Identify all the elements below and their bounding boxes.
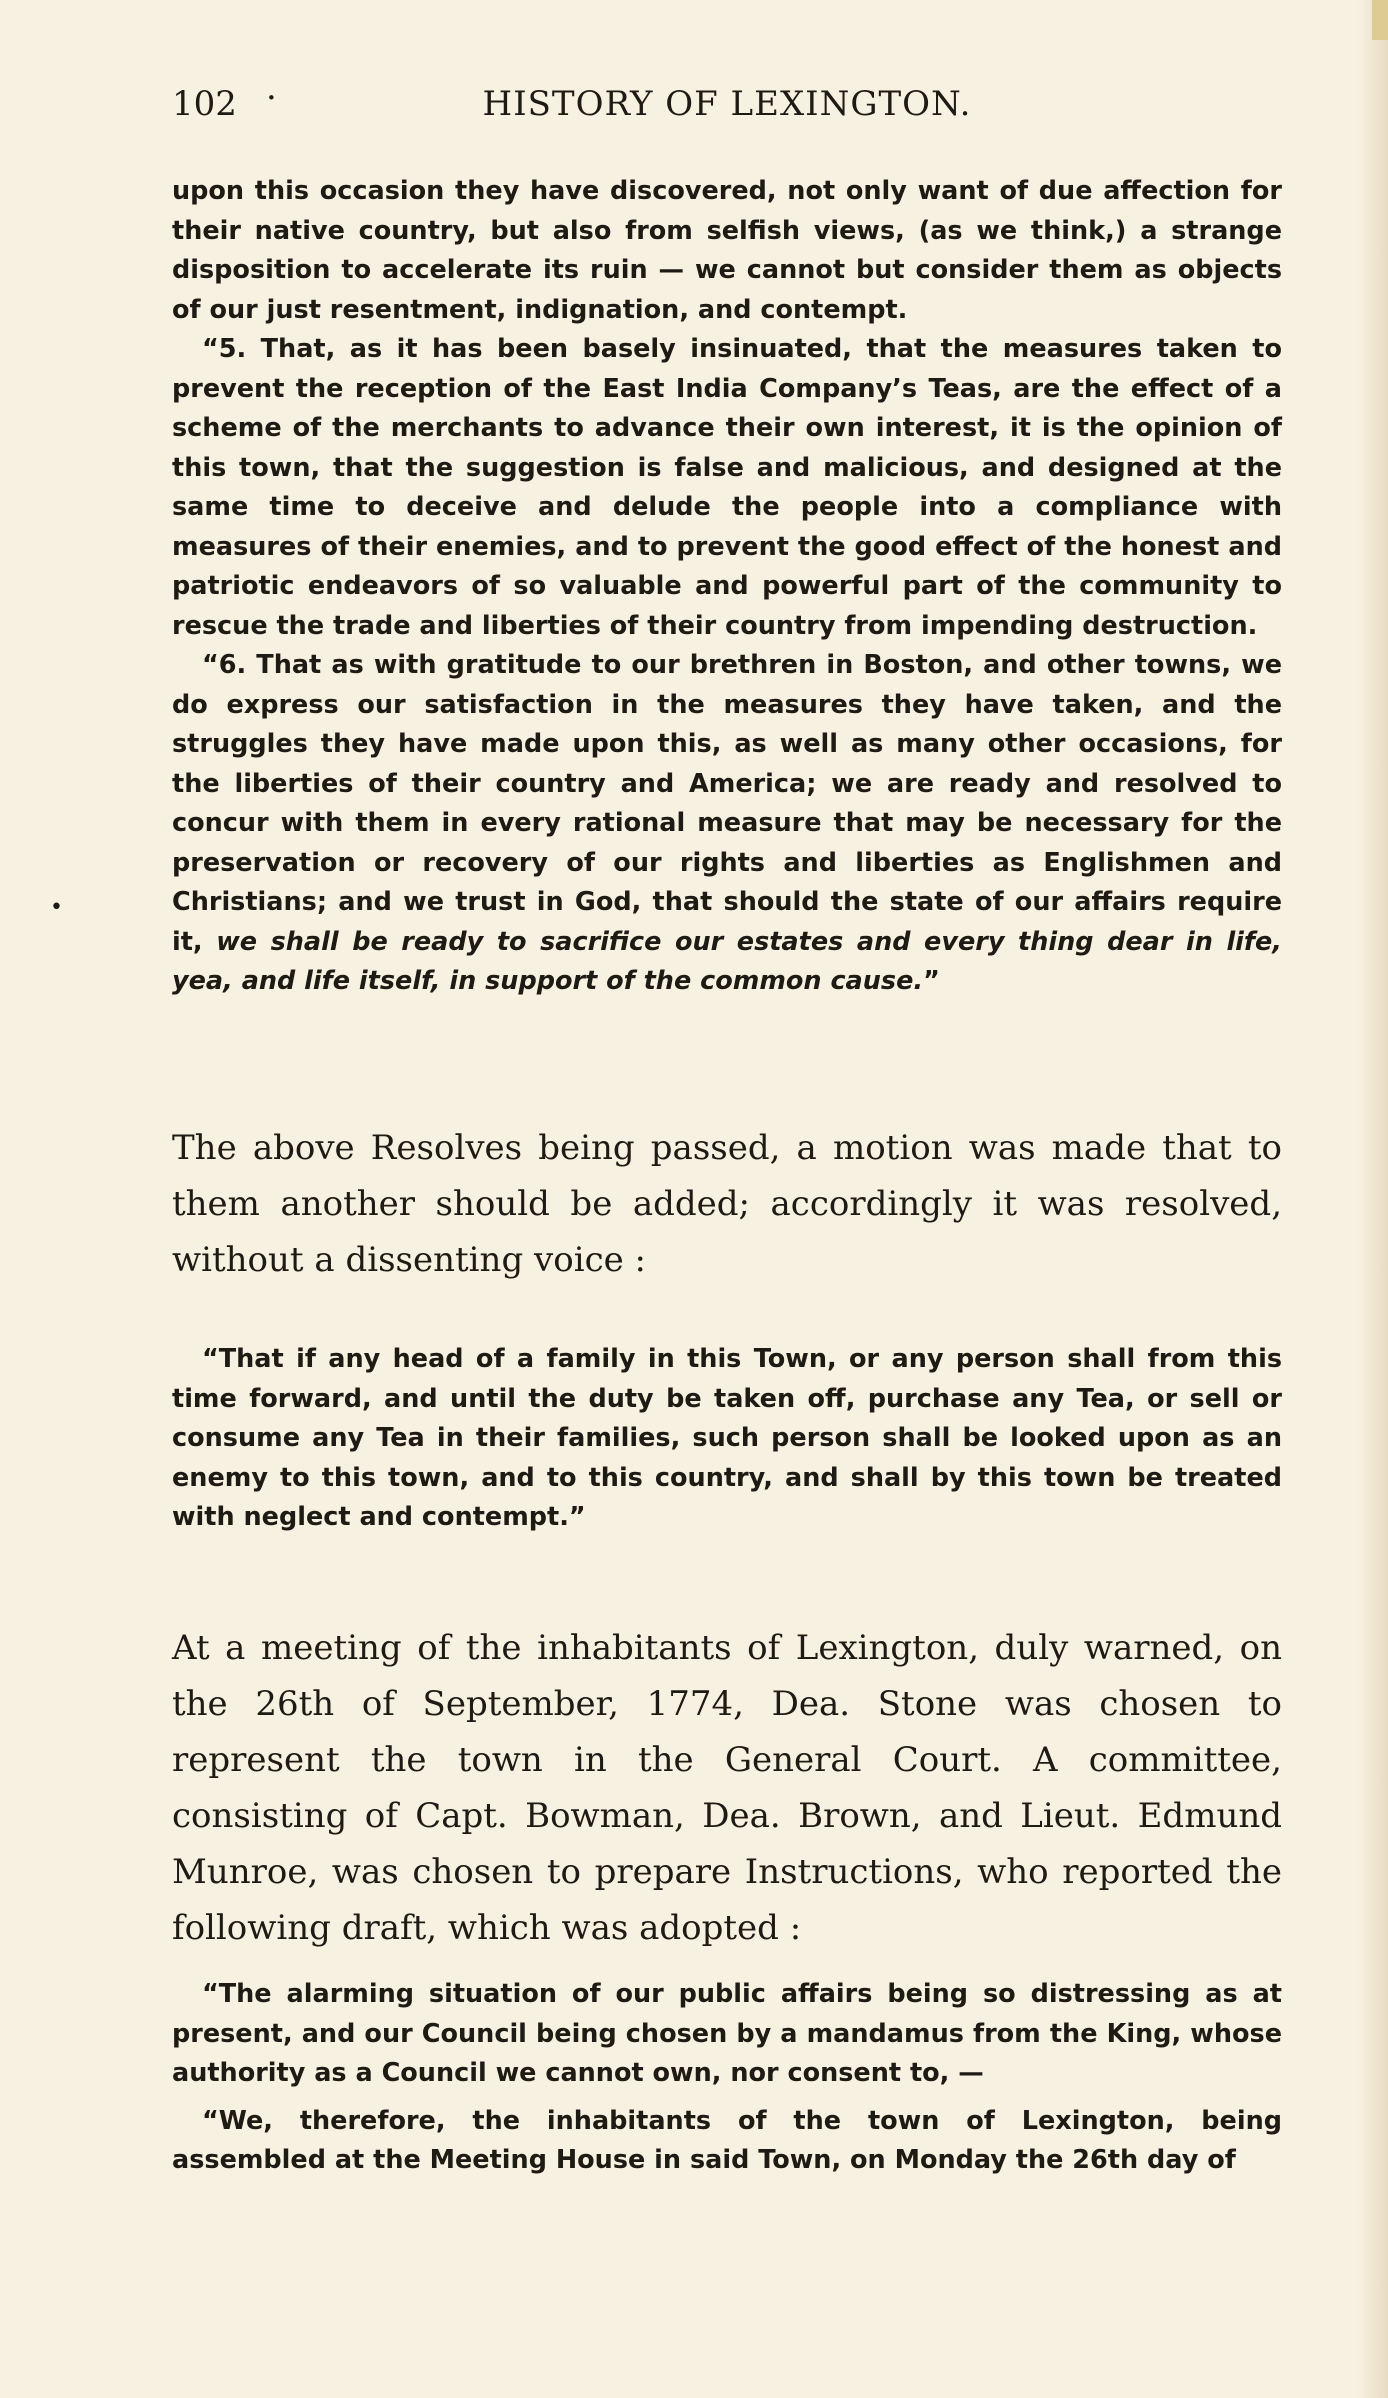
running-title: HISTORY OF LEXINGTON.	[482, 84, 972, 124]
narrative-paragraph: The above Resolves being passed, a motion was made that to them another should be added; accordingly it was resolved, without a dissenting voice :	[172, 1128, 1282, 1280]
page-number: 102	[172, 84, 237, 124]
resolve-5: “5. That, as it has been basely insinuated, that the measures taken to prevent the reception of the East India Company’s Teas, are the effect of a scheme of the merchants to advance their own interest, it is the opinion of this town, that the suggestion is false and malicious, and designed at the same time to deceive and delude the people into a compliance with measures of their enemies, and to prevent the good effect of the honest and patriotic endeavors of so valuable and powerful part of the community to rescue the trade and liberties of their country from impending destruction.	[172, 334, 1282, 641]
margin-mark: •	[50, 895, 63, 920]
meeting-paragraph: At a meeting of the inhabitants of Lexington, duly warned, on the 26th of September, 1774, Dea. Stone was chosen to represent the town in the General Court. A committee, consisting of Capt. Bowman, Dea. Brown, and Lieut. Edmund Munroe, was chosen to prepare Instructions, who reported the following draft, which was adopted :	[172, 1628, 1282, 1948]
paragraph-continuation: upon this occasion they have discovered, not only want of due affection for their native country, but also from selfish views, (as we think,) a strange disposition to accelerate its ruin — we cannot but consider them as objects of our just resentment, indignation, and contempt.	[172, 176, 1282, 325]
header-separator: ·	[266, 78, 277, 118]
resolve-6-italic: we shall be ready to sacrifice our estates and every thing dear in life, yea, and life itself, in support of the common cause.	[172, 926, 1282, 996]
instructions-paragraph-1: “The alarming situation of our public affairs being so distressing as at present, and our Council being chosen by a mandamus from the King, whose authority as a Council we cannot own, nor consent to, —	[172, 1979, 1282, 2088]
instructions-paragraph-2: “We, therefore, the inhabitants of the town of Lexington, being assembled at the Meeting House in said Town, on Monday the 26th day of	[172, 2105, 1282, 2175]
resolve-6	[172, 646, 1282, 1002]
resolve-6-text: “6. That as with gratitude to our brethren in Boston, and other towns, we do express our satisfaction in the measures they have taken, and the struggles they have made upon this, as well as many other occasions, for the liberties of their country and America; we are ready and resolved to concur with them in every rational measure that may be necessary for the preservation or recovery of our rights and liberties as Englishmen and Christians; and we trust in God, that should the state of our affairs require it,	[172, 650, 1282, 957]
tea-resolve-block	[172, 1340, 1282, 1538]
page-edge-shadow	[1358, 0, 1388, 2398]
running-header	[172, 78, 1282, 144]
resolves-block	[172, 172, 1282, 1002]
narrative-block-1	[172, 1120, 1282, 1288]
narrative-block-2	[172, 1620, 1282, 1956]
page-edge-tab	[1372, 0, 1388, 40]
resolve-6-close-quote: ”	[923, 966, 940, 996]
tea-resolve: “That if any head of a family in this Town, or any person shall from this time forward, and until the duty be taken off, purchase any Tea, or sell or consume any Tea in their families, such person shall be looked upon as an enemy to this town, and to this country, and shall by this town be treated with neglect and contempt.”	[172, 1344, 1282, 1532]
instructions-block	[172, 1975, 1282, 2181]
